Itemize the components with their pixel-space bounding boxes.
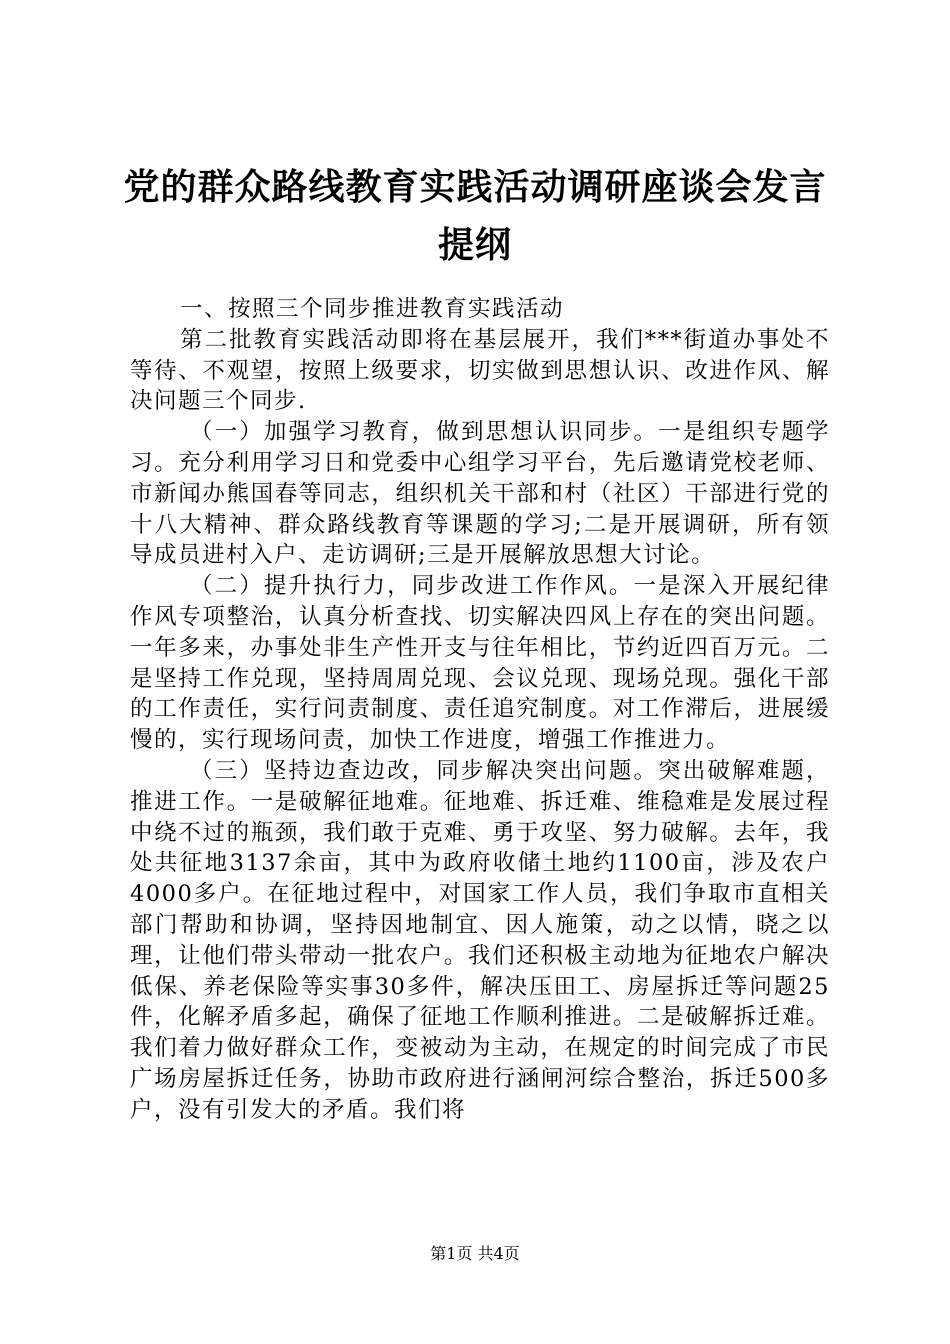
paragraph-item-1: （一）加强学习教育，做到思想认识同步。一是组织专题学习。充分利用学习日和党委中心组学习平台，先后邀请党校老师、市新闻办熊国春等同志，组织机关干部和村（社区）干部进行党的十八大精神、群众路线教育等课题的学习;二是开展调研，所有领导成员进村入户、走访调研;三是开展解放思想大讨论。 xyxy=(130,419,830,569)
document-title: 党的群众路线教育实践活动调研座谈会发言提纲 xyxy=(123,166,827,266)
document-body xyxy=(130,294,830,1126)
paragraph-item-2: （二）提升执行力，同步改进工作作风。一是深入开展纪律作风专项整治，认真分析查找、切实解决四风上存在的突出问题。一年多来，办事处非生产性开支与往年相比，节约近四百万元。二是坚持工作兑现，坚持周周兑现、会议兑现、现场兑现。强化干部的工作责任，实行问责制度、责任追究制度。对工作滞后，进展缓慢的，实行现场问责，加快工作进度，增强工作推进力。 xyxy=(130,573,830,754)
page-footer: 第1页 共4页 xyxy=(430,1244,520,1263)
section-heading: 一、按照三个同步推进教育实践活动 xyxy=(180,296,565,322)
paragraph-item-3: （三）坚持边查边改，同步解决突出问题。突出破解难题，推进工作。一是破解征地难。征地难、拆迁难、维稳难是发展过程中绕不过的瓶颈，我们敢于克难、勇于攻坚、努力破解。去年，我处共征地3137余亩，其中为政府收储土地约1100亩，涉及农户4000多户。在征地过程中，对国家工作人员，我们争取市直相关部门帮助和协调，坚持因地制宜、因人施策，动之以情，晓之以理，让他们带头带动一批农户。我们还积极主动地为征地农户解决低保、养老保险等实事30多件，解决压田工、房屋拆迁等问题25件，化解矛盾多起，确保了征地工作顺利推进。二是破解拆迁难。我们着力做好群众工作，变被动为主动，在规定的时间完成了市民广场房屋拆迁任务，协助市政府进行涵闸河综合整治，拆迁500多户，没有引发大的矛盾。我们将 xyxy=(130,757,830,1123)
paragraph-intro: 第二批教育实践活动即将在基层展开，我们***街道办事处不等待、不观望，按照上级要求，切实做到思想认识、改进作风、解决问题三个同步. xyxy=(130,326,830,415)
